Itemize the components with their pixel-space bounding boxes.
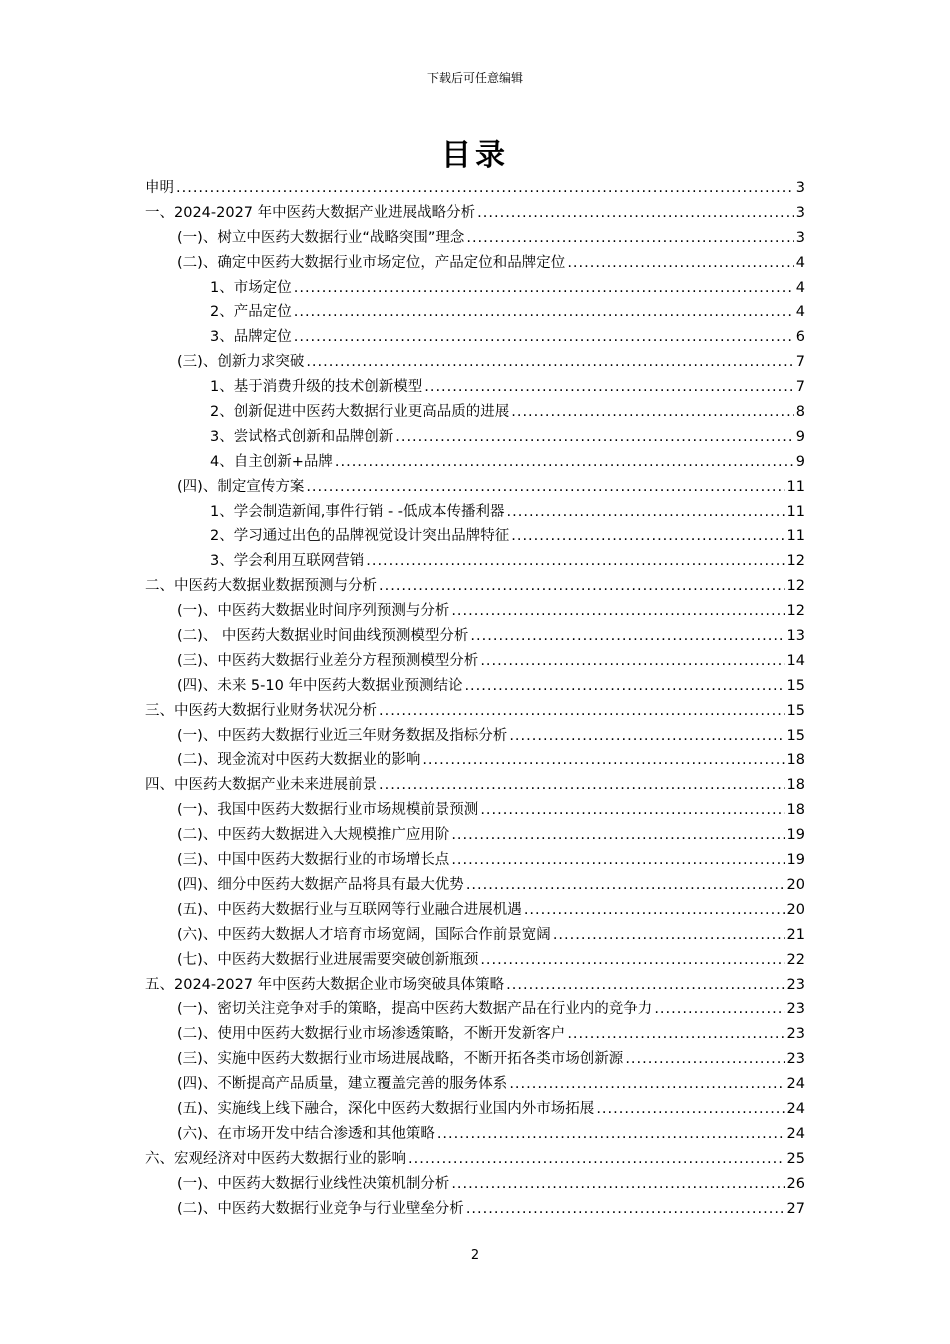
toc-entry[interactable] <box>145 699 805 724</box>
toc-entry-label: (三)、中医药大数据行业差分方程预测模型分析 <box>177 652 479 669</box>
toc-entry-page: 7 <box>795 354 805 371</box>
toc-entry[interactable] <box>145 201 805 226</box>
toc-leader-dots <box>480 798 784 823</box>
page-number: 2 <box>470 1248 480 1263</box>
toc-entry-page: 19 <box>786 852 805 869</box>
toc-leader-dots <box>470 624 784 649</box>
toc-entry-label: 1、学会制造新闻,事件行销 - -低成本传播利器 <box>210 503 505 520</box>
toc-leader-dots <box>524 898 785 923</box>
toc-entry-label: (一)、中医药大数据行业线性决策机制分析 <box>177 1175 450 1192</box>
toc-leader-dots <box>306 475 784 500</box>
toc-entry[interactable] <box>145 649 805 674</box>
toc-leader-dots <box>625 1047 784 1072</box>
toc-entry-page: 6 <box>795 329 805 346</box>
toc-entry-page: 15 <box>786 727 805 744</box>
toc-entry[interactable] <box>145 1197 805 1222</box>
toc-entry[interactable] <box>145 1147 805 1172</box>
toc-entry-page: 19 <box>786 827 805 844</box>
toc-entry[interactable] <box>145 823 805 848</box>
toc-entry[interactable] <box>145 773 805 798</box>
toc-entry-page: 9 <box>795 453 805 470</box>
toc-entry-label: (二)、 中医药大数据业时间曲线预测模型分析 <box>177 628 469 645</box>
toc-entry-label: 三、中医药大数据行业财务状况分析 <box>145 702 377 719</box>
toc-leader-dots <box>464 674 784 699</box>
toc-entry[interactable] <box>145 425 805 450</box>
toc-entry[interactable] <box>145 500 805 525</box>
toc-entry-page: 26 <box>786 1175 805 1192</box>
toc-leader-dots <box>294 325 794 350</box>
toc-entry-page: 3 <box>795 180 805 196</box>
toc-entry-label: (四)、不断提高产品质量，建立覆盖完善的服务体系 <box>177 1076 508 1093</box>
toc-entry-page: 4 <box>795 279 805 296</box>
toc-leader-dots <box>437 1122 785 1147</box>
toc-leader-dots <box>395 425 794 450</box>
toc-entry-label: (一)、中医药大数据业时间序列预测与分析 <box>177 603 450 620</box>
toc-entry-page: 15 <box>786 677 805 694</box>
toc-entry-label: (二)、确定中医药大数据行业市场定位，产品定位和品牌定位 <box>177 254 566 271</box>
header-note: 下载后可任意编辑 <box>426 71 523 85</box>
toc-entry-page: 18 <box>786 777 805 794</box>
toc-entry-page: 21 <box>786 926 805 943</box>
toc-entry-page: 18 <box>786 752 805 769</box>
toc-entry-page: 20 <box>786 901 805 918</box>
toc-entry-page: 25 <box>786 1150 805 1167</box>
toc-entry-label: 3、学会利用互联网营销 <box>210 553 365 570</box>
toc-entry-page: 11 <box>786 503 805 520</box>
toc-entry-label: (四)、制定宣传方案 <box>177 478 305 495</box>
toc-leader-dots <box>294 300 794 325</box>
toc-leader-dots <box>306 350 793 375</box>
toc-entry-label: (六)、中医药大数据人才培育市场宽阔，国际合作前景宽阔 <box>177 926 551 943</box>
toc-entry[interactable] <box>145 624 805 649</box>
toc-entry-label: (四)、未来 5-10 年中医药大数据业预测结论 <box>177 677 463 694</box>
toc-entry[interactable] <box>145 400 805 425</box>
toc-leader-dots <box>335 450 794 475</box>
toc-entry-label: (一)、密切关注竞争对手的策略，提高中医药大数据产品在行业内的竞争力 <box>177 1001 653 1018</box>
toc-leader-dots <box>553 923 785 948</box>
toc-entry-label: (三)、实施中医药大数据行业市场进展战略，不断开拓各类市场创新源 <box>177 1051 624 1068</box>
toc-entry[interactable] <box>145 325 805 350</box>
toc-entry-page: 4 <box>795 254 805 271</box>
toc-entry-page: 9 <box>795 428 805 445</box>
toc-entry-label: 六、宏观经济对中医药大数据行业的影响 <box>145 1150 406 1167</box>
toc-entry[interactable] <box>145 450 805 475</box>
toc-entry[interactable] <box>145 898 805 923</box>
toc-entry-page: 3 <box>795 204 805 221</box>
toc-leader-dots <box>654 997 784 1022</box>
toc-leader-dots <box>176 176 794 201</box>
toc-entry-page: 12 <box>786 553 805 570</box>
toc-entry-page: 22 <box>786 951 805 968</box>
toc-entry-label: 五、2024-2027 年中医药大数据企业市场突破具体策略 <box>145 976 505 993</box>
toc-entry-label: (一)、我国中医药大数据行业市场规模前景预测 <box>177 802 479 819</box>
toc-entry[interactable] <box>145 375 805 400</box>
toc-entry-page: 18 <box>786 802 805 819</box>
toc-leader-dots <box>507 500 785 525</box>
toc-entry-page: 15 <box>786 702 805 719</box>
toc-entry-label: 1、基于消费升级的技术创新模型 <box>210 379 423 396</box>
toc-entry[interactable] <box>145 873 805 898</box>
toc-leader-dots <box>451 599 784 624</box>
toc-leader-dots <box>451 1172 784 1197</box>
toc-entry[interactable] <box>145 1172 805 1197</box>
toc-entry-page: 23 <box>786 976 805 993</box>
toc-entry[interactable] <box>145 251 805 276</box>
toc-leader-dots <box>509 1072 784 1097</box>
toc-entry[interactable] <box>145 350 805 375</box>
toc-entry[interactable] <box>145 748 805 773</box>
toc-entry-page: 14 <box>786 652 805 669</box>
toc-entry-label: 2、学习通过出色的品牌视觉设计突出品牌特征 <box>210 528 510 545</box>
toc-leader-dots <box>466 873 785 898</box>
toc-leader-dots <box>511 400 794 425</box>
toc-entry-label: (二)、中医药大数据进入大规模推广应用阶 <box>177 827 450 844</box>
toc-entry[interactable] <box>145 599 805 624</box>
toc-entry-label: (五)、实施线上线下融合，深化中医药大数据行业国内外市场拓展 <box>177 1100 595 1117</box>
toc-entry[interactable] <box>145 973 805 998</box>
toc-entry-label: 1、市场定位 <box>210 279 292 296</box>
toc-entry-label: (二)、中医药大数据行业竞争与行业壁垒分析 <box>177 1200 464 1217</box>
toc-leader-dots <box>509 724 784 749</box>
toc-entry-page: 11 <box>786 528 805 545</box>
toc-entry[interactable] <box>145 1072 805 1097</box>
toc-entry-page: 27 <box>786 1200 805 1217</box>
toc-entry[interactable] <box>145 724 805 749</box>
toc-entry-page: 24 <box>786 1125 805 1142</box>
toc-entry[interactable] <box>145 524 805 549</box>
toc-entry-page: 12 <box>786 603 805 620</box>
toc-entry-label: 四、中医药大数据产业未来进展前景 <box>145 777 377 794</box>
toc-entry[interactable] <box>145 798 805 823</box>
toc-entry[interactable] <box>145 226 805 251</box>
toc-entry[interactable] <box>145 1047 805 1072</box>
toc-entry-page: 23 <box>786 1051 805 1068</box>
toc-entry-label: (一)、中医药大数据行业近三年财务数据及指标分析 <box>177 727 508 744</box>
toc-leader-dots <box>567 251 793 276</box>
toc-leader-dots <box>379 699 785 724</box>
toc-leader-dots <box>379 773 785 798</box>
toc-entry-page: 23 <box>786 1026 805 1043</box>
toc-entry[interactable] <box>145 848 805 873</box>
toc-leader-dots <box>366 549 784 574</box>
toc-leader-dots <box>451 848 784 873</box>
toc-entry-label: (六)、在市场开发中结合渗透和其他策略 <box>177 1125 435 1142</box>
toc-entry-page: 24 <box>786 1100 805 1117</box>
toc-leader-dots <box>408 1147 785 1172</box>
toc-entry-label: 一、2024-2027 年中医药大数据产业进展战略分析 <box>145 204 476 221</box>
toc-entry-page: 3 <box>795 229 805 246</box>
toc-entry[interactable] <box>145 923 805 948</box>
toc-leader-dots <box>466 1197 785 1222</box>
toc-leader-dots <box>424 375 794 400</box>
toc-entry-label: (三)、创新力求突破 <box>177 354 305 371</box>
toc-entry-label: (二)、现金流对中医药大数据业的影响 <box>177 752 421 769</box>
toc-leader-dots <box>480 649 784 674</box>
toc-leader-dots <box>294 276 794 301</box>
toc-entry-label: (五)、中医药大数据行业与互联网等行业融合进展机遇 <box>177 901 522 918</box>
table-of-contents <box>145 176 805 1221</box>
toc-entry-page: 12 <box>786 578 805 595</box>
toc-entry-page: 13 <box>786 628 805 645</box>
toc-entry-label: (四)、细分中医药大数据产品将具有最大优势 <box>177 876 464 893</box>
toc-entry-label: (一)、树立中医药大数据行业“战略突围”理念 <box>177 229 465 246</box>
toc-leader-dots <box>596 1097 784 1122</box>
toc-entry[interactable] <box>145 176 805 201</box>
toc-leader-dots <box>567 1022 784 1047</box>
toc-entry[interactable] <box>145 276 805 301</box>
toc-entry-page: 11 <box>786 478 805 495</box>
toc-entry-label: (二)、使用中医药大数据行业市场渗透策略，不断开发新客户 <box>177 1026 566 1043</box>
toc-entry[interactable] <box>145 1122 805 1147</box>
toc-entry-label: 3、品牌定位 <box>210 329 292 346</box>
toc-title: 目录 <box>441 138 509 173</box>
toc-leader-dots <box>379 574 785 599</box>
toc-entry-page: 23 <box>786 1001 805 1018</box>
toc-leader-dots <box>477 201 794 226</box>
toc-entry-label: 2、产品定位 <box>210 304 292 321</box>
toc-entry[interactable] <box>145 549 805 574</box>
toc-entry[interactable] <box>145 475 805 500</box>
toc-entry-page: 8 <box>795 404 805 421</box>
toc-entry-label: 3、尝试格式创新和品牌创新 <box>210 428 394 445</box>
toc-entry[interactable] <box>145 948 805 973</box>
toc-entry-page: 24 <box>786 1076 805 1093</box>
toc-entry[interactable] <box>145 674 805 699</box>
toc-entry[interactable] <box>145 997 805 1022</box>
toc-entry-label: 申明 <box>145 180 174 196</box>
toc-entry-page: 4 <box>795 304 805 321</box>
toc-entry-label: 2、创新促进中医药大数据行业更高品质的进展 <box>210 404 510 421</box>
toc-leader-dots <box>511 524 784 549</box>
toc-entry[interactable] <box>145 1097 805 1122</box>
toc-entry-label: (七)、中医药大数据行业进展需要突破创新瓶颈 <box>177 951 479 968</box>
toc-entry-label: 二、中医药大数据业数据预测与分析 <box>145 578 377 595</box>
toc-leader-dots <box>451 823 784 848</box>
toc-entry-label: (三)、中国中医药大数据行业的市场增长点 <box>177 852 450 869</box>
toc-leader-dots <box>422 748 784 773</box>
toc-leader-dots <box>466 226 793 251</box>
toc-entry[interactable] <box>145 1022 805 1047</box>
toc-leader-dots <box>506 973 784 998</box>
toc-entry[interactable] <box>145 300 805 325</box>
toc-leader-dots <box>480 948 784 973</box>
toc-entry-label: 4、自主创新+品牌 <box>210 453 333 470</box>
toc-entry-page: 20 <box>786 876 805 893</box>
toc-entry[interactable] <box>145 574 805 599</box>
toc-entry-page: 7 <box>795 379 805 396</box>
